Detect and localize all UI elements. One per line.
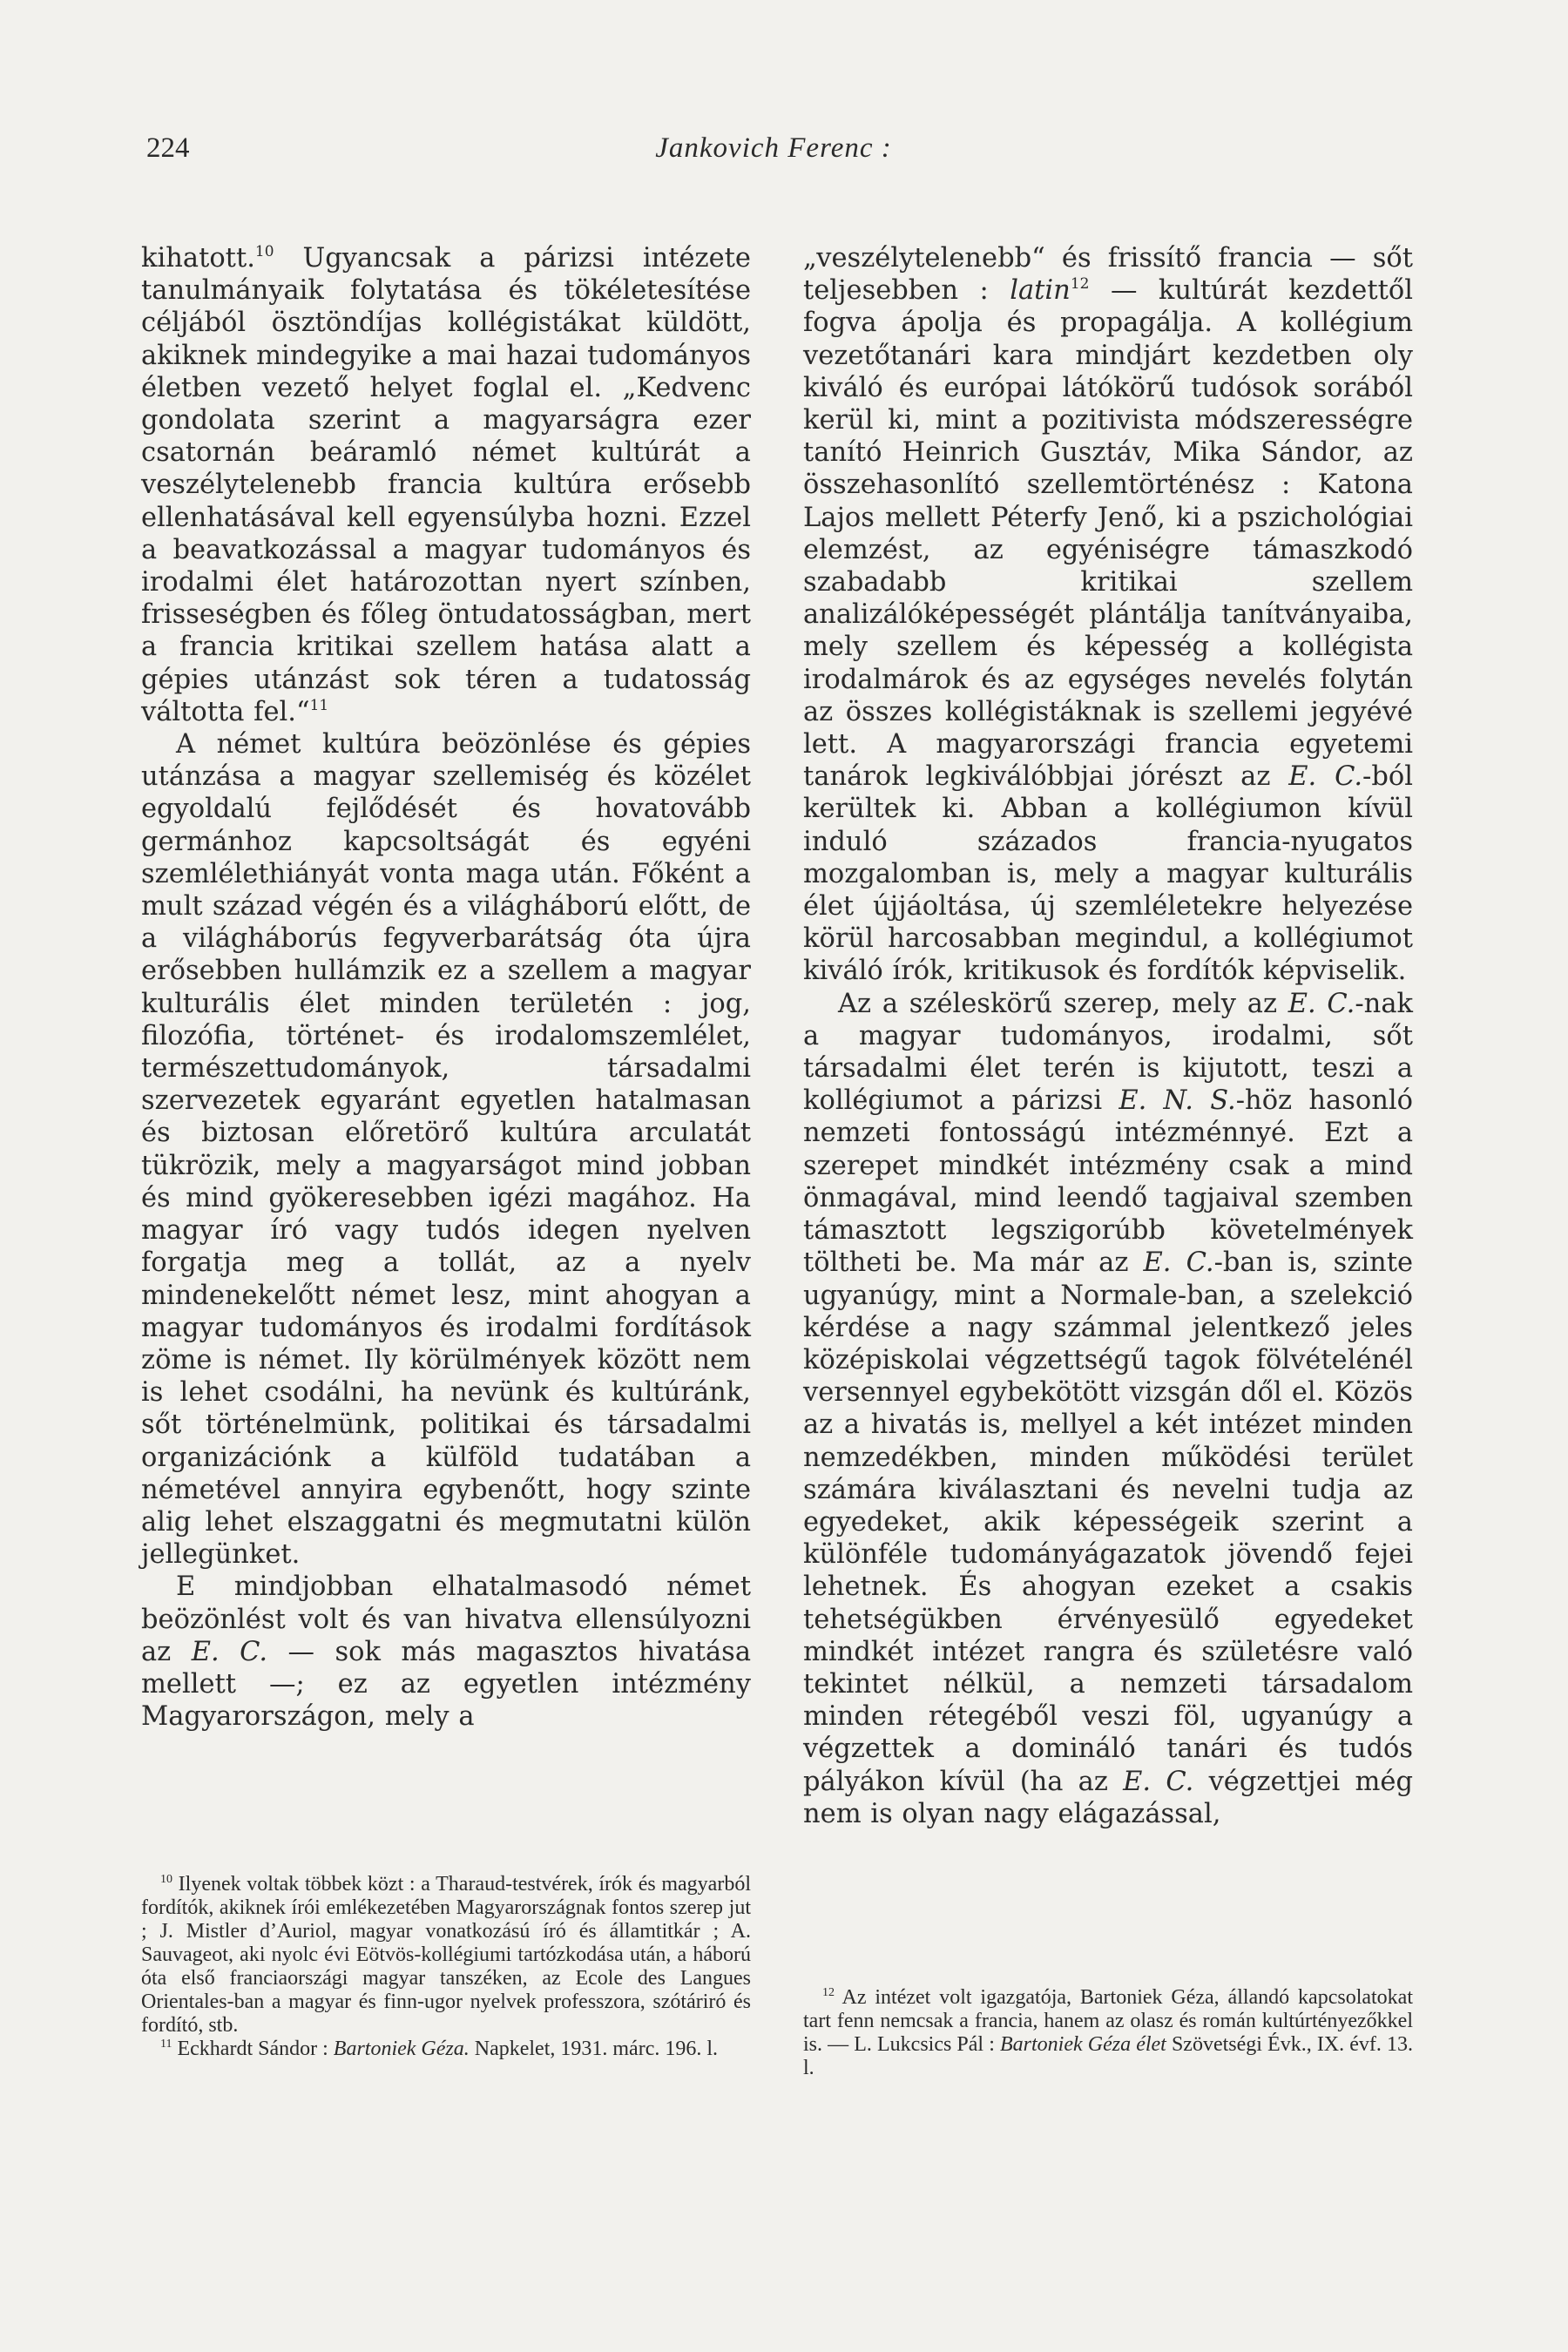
italic-abbrev: E. C. [1288, 988, 1355, 1019]
footnote-italic-title: Bartoniek Géza. [333, 2038, 470, 2060]
italic-abbrev: E. C. [1123, 1766, 1194, 1797]
italic-abbrev: E. C. [1143, 1247, 1214, 1279]
page-number: 224 [146, 132, 190, 164]
text-span: E mindjobban elhatalmasodó német beözönlést volt és van hivatva ellensúlyozni az [141, 1571, 751, 1667]
footnotes-left [141, 1873, 751, 2061]
text-span: -ban is, szinte ugyanúgy, mint a Normale-ban, a szelekció kérdése a nagy számmal jelentkező jeles középiskolai végzettségű tagok fölvételénél versennyel egybekötött vizsgán dől el. Közös az a hivatás is, mellyel a két intézet minden nemzedékben, minden működési terület számára kiválasztani és nevelni tudja az egyedeket, akik képességeik szerint a különféle tudományágazatok jövendő fejei lehetnek. És ahogyan ezeket a csakis tehetségükben érvényesülő egyedeket mindkét intézet rangra és születésre való tekintet nélkül, a nemzeti társadalom minden rétegéből veszi föl, ugyanúgy a végzettek a domináló tanári és tudós pályákon kívül (ha az [803, 1247, 1413, 1797]
right-paragraph-1 [803, 242, 1413, 988]
right-column [803, 242, 1413, 1830]
footnote-12 [803, 1986, 1413, 2080]
footnote-11 [141, 2038, 751, 2061]
text-span: végzettjei még nem is olyan nagy elágazással, [803, 1766, 1413, 1829]
italic-word: latin [1010, 275, 1071, 307]
footnote-10 [141, 1873, 751, 2038]
left-column [141, 242, 751, 1733]
footnote-ref-12: 12 [1070, 275, 1090, 294]
text-span: „veszélytelenebb“ és frissítő francia — sőt teljesebben : [803, 243, 1413, 307]
left-paragraph-3 [141, 1571, 751, 1733]
italic-abbrev: E. C. [1288, 761, 1363, 793]
text-span: -ból kerültek ki. Abban a kollégiumon kívül induló százados francia-nyugatos mozgalomban is, mely a magyar kulturális élet újjáoltása, új szemléletekre helyezése körül harcosabban megindul, a kollégiumot kiváló írók, kritikusok és fordítók képviselik. [803, 761, 1413, 987]
footnote-text: Eckhardt Sándor : [172, 2038, 334, 2060]
footnote-text: Az intézet volt igazgatója, Bartoniek Géza, állandó kapcsolatokat tart fenn nemcsak a franciа, hanem az olasz és román kultúrtényezőkkel is. — L. Lukcsics Pál : [803, 1986, 1413, 2056]
footnote-number: 12 [822, 1986, 835, 1999]
footnote-italic-title: Bartoniek Géza élet [1000, 2033, 1166, 2056]
text-span: Az a széleskörű szerep, mely az [838, 988, 1288, 1019]
footnote-text: Napkelet, 1931. márc. 196. l. [469, 2038, 719, 2060]
left-paragraph-1 [141, 242, 751, 728]
text-span: -höz hasonló nemzeti fontosságú intézménnyé. Ezt a szerepet mindkét intézmény csak a mind önmagával, mind leendő tagjaival szemben támasztott legszigorúbb követelmények töltheti be. Ma már az [803, 1085, 1413, 1279]
text-span: Ugyancsak a párizsi intézete tanulmányaik folytatása és tökéletesítése céljából ösztöndíjas kollégistákat küldött, akiknek mindegyike a mai hazai tudományos életben vezető helyet foglal el. „Kedvenc gondolata szerint a magyarságra ezer csatornán beáramló német kultúrát a veszélytelenebb francia kultúra erősebb ellenhatásával kell egyensúlyba hozni. Ezzel a beavatkozással a magyar tudományos és irodalmi élet határozottan nyert színben, frisseségben és főleg öntudatosságban, mert a francia kritikai szellem hatása alatt a gépies utánzást sok téren a tudatosság váltotta fel.“ [141, 243, 751, 727]
text-span: -nak a magyar tudományos, irodalmi, sőt társadalmi élet terén is kijutott, teszi a kollégiumot a párizsi [803, 988, 1413, 1117]
running-title: Jankovich Ferenc : [655, 132, 892, 164]
footnote-text: Szövetségi Évk., IX. évf. 13. l. [803, 2033, 1414, 2079]
footnote-ref-10: 10 [254, 243, 274, 260]
footnotes-right [803, 1986, 1413, 2080]
right-paragraph-2 [803, 988, 1413, 1830]
italic-abbrev: E. N. S. [1119, 1085, 1236, 1117]
left-paragraph-2: A német kultúra beözönlése és gépies utánzása a magyar szellemiség és közélet egyoldalú fejlődését és hovatovább germánhoz kapcsoltságát és egyéni szemlélethiányát vonta maga után. Főként a mult század végén és a világháború előtt, de a világháborús fegyverbarátság óta újra erősebben hullámzik ez a szellem a magyar kulturális élet minden területén : jog, filozófia, történet- és irodalomszemlélet, természettudományok, társadalmi szervezetek egyaránt egyetlen hatalmasan és biztosan előretörő kultúra arculatát tükrözik, mely a magyarságot mind jobban és mind gyökeresebben igézi magához. Ha magyar író vagy tudós idegen nyelven forgatja meg a tollát, az a nyelv mindenekelőtt német lesz, mint ahogyan a magyar tudományos és irodalmi fordítások zöme is német. Ily körülmények között nem is lehet csodálni, ha nevünk és kultúránk, sőt történelmünk, politikai és társadalmi organizációnk a külföld tudatában a németével annyira egybenőtt, hogy szinte alig lehet elszaggatni és megmutatni külön jellegünket. [141, 729, 751, 1571]
text-span: — sok más magasztos hivatása mellett —; ez az egyetlen intézmény Magyarországon, mely a [141, 1636, 751, 1733]
italic-abbrev: E. C. [191, 1636, 268, 1667]
footnote-number: 10 [160, 1873, 172, 1886]
text-span: kihatott. [141, 243, 255, 274]
footnote-number: 11 [160, 2038, 172, 2051]
text-span: — kultúrát kezdettől fogva ápolja és propagálja. A kollégium vezetőtanári kara mindjárt kezdetben oly kiváló és európai látókörű tudósok sorából kerül ki, mint a pozitivista módszerességre tanító Heinrich Gusztáv, Mika Sándor, az összehasonlító szellemtörténész : Katona Lajos mellett Péterfy Jenő, ki a pszichológiai elemzést, az egyéniségre támaszkodó szabadabb kritikai szellem analizálóképességét plántálja tanítványaiba, mely szellem és képesség a kollégista irodalmárok és az egységes nevelés folytán az összes kollégistáknak is szellemi jegyévé lett. A magyarországi francia egyetemi tanárok legkiválóbbjai jórészt az [803, 275, 1413, 793]
footnote-text: Ilyenek voltak többek közt : a Tharaud-testvérek, írók és magyarból fordítók, akiknek írói emlékezetében Magyarországnak fontos szerep jut ; J. Mistler d’Auriol, magyar vonatkozású író és államtitkár ; A. Sauvageot, aki nyolc évi Eötvös-kollégiumi tartózkodása után, a háború óta első franciaországi magyar tanszéken, az Ecole des Langues Orientales-ban a magyar és finn-ugor nyelvek professzora, szótáriró és fordító, stb. [141, 1873, 751, 2037]
footnote-ref-11: 11 [309, 696, 329, 714]
page-header [146, 132, 1401, 176]
